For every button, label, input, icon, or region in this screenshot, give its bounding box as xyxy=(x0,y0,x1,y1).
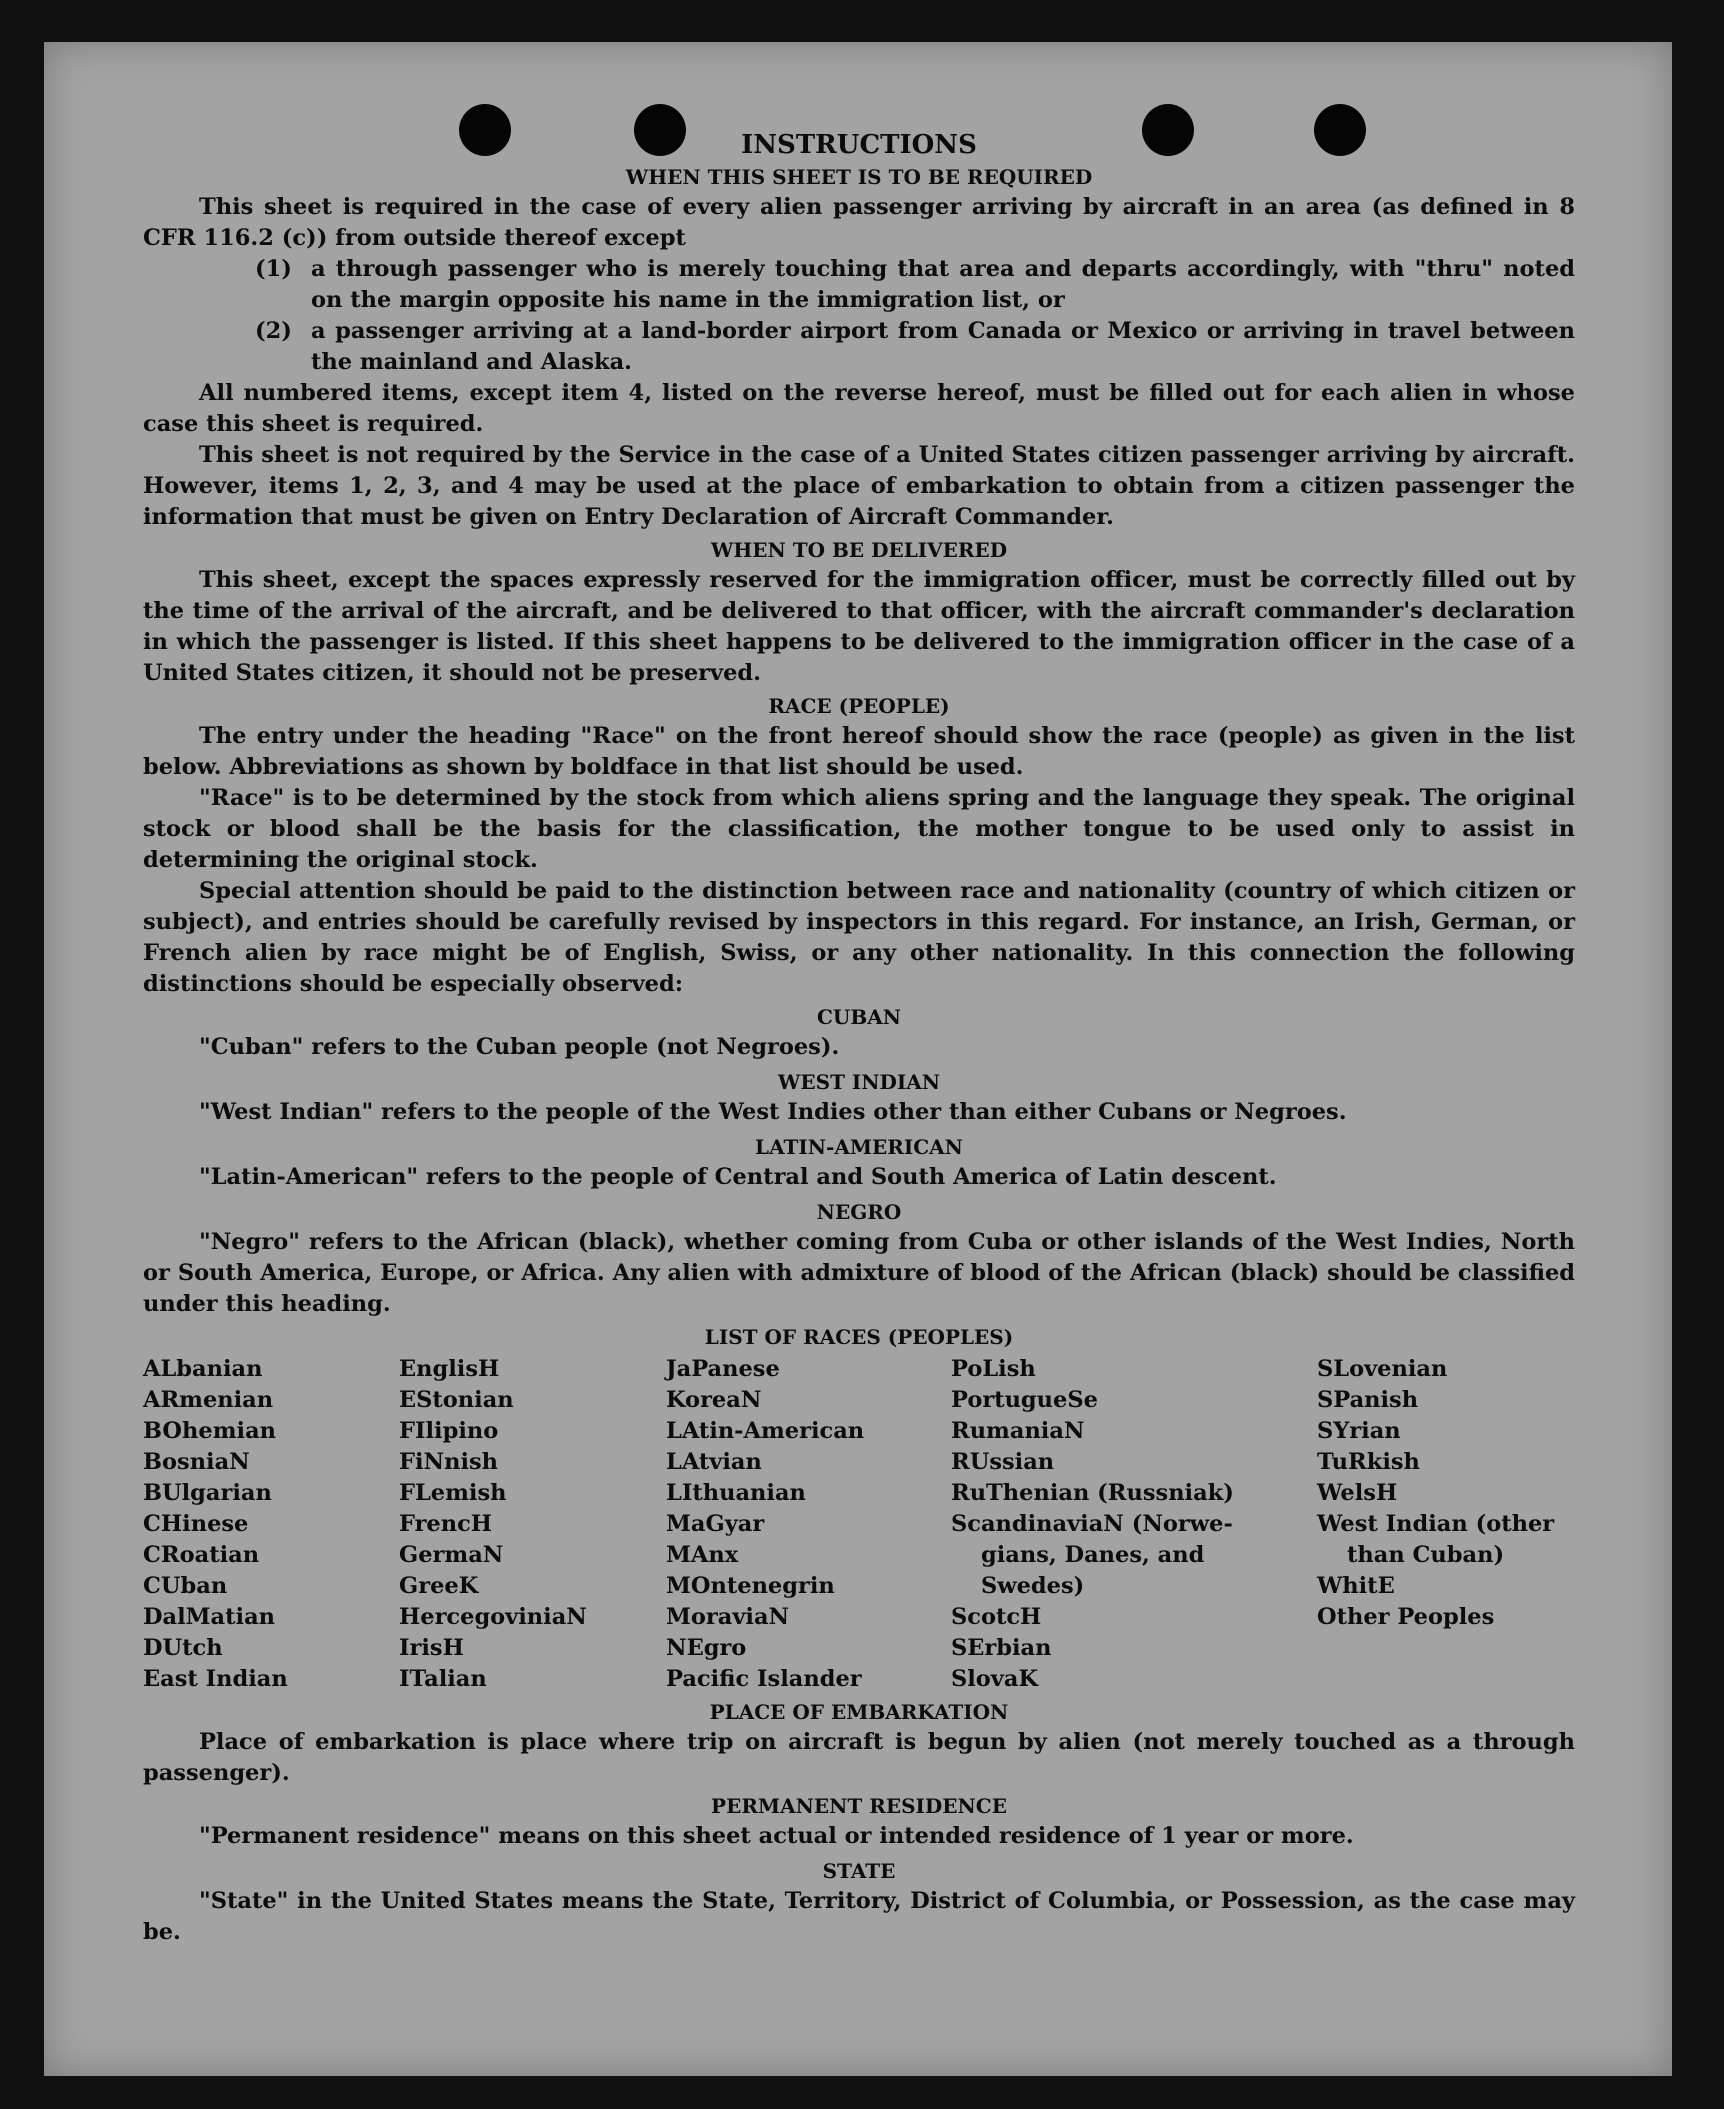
race-item: HercegoviniaN xyxy=(399,1604,587,1630)
race-column-3 xyxy=(666,1354,951,1695)
race-column-1 xyxy=(143,1354,399,1695)
race-item: ALbanian xyxy=(143,1356,263,1382)
race-item: SlovaK xyxy=(951,1666,1039,1692)
race-item: gians, Danes, and xyxy=(981,1542,1205,1568)
race-item: TuRkish xyxy=(1317,1449,1420,1475)
race-item: West Indian (other xyxy=(1317,1511,1555,1537)
item-number: (1) xyxy=(255,256,292,282)
race-item: MOntenegrin xyxy=(666,1573,835,1599)
race-item: Pacific Islander xyxy=(666,1666,862,1692)
race-item: East Indian xyxy=(143,1666,288,1692)
race-column-5 xyxy=(1317,1354,1575,1695)
race-item: FLemish xyxy=(399,1480,507,1506)
race-item: RUssian xyxy=(951,1449,1055,1475)
race-item: PoLish xyxy=(951,1356,1036,1382)
state-text: "State" in the United States means the State, Territory, District of Columbia, or Possession, as the case may be. xyxy=(143,1888,1575,1945)
cuban-text: "Cuban" refers to the Cuban people (not Negroes). xyxy=(199,1034,840,1060)
instructions-content xyxy=(143,128,1575,1948)
latin-american-text: "Latin-American" refers to the people of Central and South America of Latin descent. xyxy=(199,1164,1277,1190)
exception-item-2 xyxy=(255,316,1575,378)
heading-cuban: CUBAN xyxy=(816,1005,902,1029)
race-item: FiNnish xyxy=(399,1449,499,1475)
race-item: CHinese xyxy=(143,1511,249,1537)
race-item: LAtin-American xyxy=(666,1418,865,1444)
west-indian-text: "West Indian" refers to the people of the West Indies other than either Cubans or Negroes. xyxy=(199,1099,1347,1125)
heading-race: RACE (PEOPLE) xyxy=(768,694,950,718)
heading-state: STATE xyxy=(822,1859,896,1883)
race-item: BUlgarian xyxy=(143,1480,272,1506)
race-item: SPanish xyxy=(1317,1387,1419,1413)
heading-permanent-residence: PERMANENT RESIDENCE xyxy=(711,1794,1007,1818)
race-item: ITalian xyxy=(399,1666,487,1692)
race-column-2 xyxy=(399,1354,666,1695)
when-required-intro: This sheet is required in the case of every alien passenger arriving by aircraft in an area (as defined in 8 CFR 116.2 (c)) from outside thereof except xyxy=(143,194,1575,251)
race-item: WhitE xyxy=(1317,1573,1395,1599)
heading-list-of-races: LIST OF RACES (PEOPLES) xyxy=(704,1325,1014,1349)
race-item: CRoatian xyxy=(143,1542,260,1568)
race-item: KoreaN xyxy=(666,1387,762,1413)
race-item: MaGyar xyxy=(666,1511,765,1537)
negro-text: "Negro" refers to the African (black), whether coming from Cuba or other islands of the West Indies, North or South America, Europe, or Africa. Any alien with admixture of blood of the African (black) should be classified under this heading. xyxy=(143,1229,1575,1317)
race-item: WelsH xyxy=(1317,1480,1398,1506)
race-item: CUban xyxy=(143,1573,228,1599)
embarkation-text: Place of embarkation is place where trip on aircraft is begun by alien (not merely touched as a through passenger). xyxy=(143,1729,1575,1786)
citizen-paragraph: This sheet is not required by the Service in the case of a United States citizen passenger arriving by aircraft. However, items 1, 2, 3, and 4 may be used at the place of embarkation to obtain from a citizen passenger the information that must be given on Entry Declaration of Aircraft Commander. xyxy=(143,442,1575,530)
race-item: RuThenian (Russniak) xyxy=(951,1480,1234,1506)
race-item: NEgro xyxy=(666,1635,747,1661)
heading-embarkation: PLACE OF EMBARKATION xyxy=(709,1700,1009,1724)
heading-when-delivered: WHEN TO BE DELIVERED xyxy=(710,538,1008,562)
race-item: MoraviaN xyxy=(666,1604,790,1630)
heading-west-indian: WEST INDIAN xyxy=(777,1070,941,1094)
numbered-items-paragraph: All numbered items, except item 4, listed on the reverse hereof, must be filled out for each alien in whose case this sheet is required. xyxy=(143,380,1575,437)
item-text: a passenger arriving at a land-border airport from Canada or Mexico or arriving in travel between the mainland and Alaska. xyxy=(311,318,1575,375)
race-column-4 xyxy=(951,1354,1317,1695)
race-item: RumaniaN xyxy=(951,1418,1085,1444)
race-item: EStonian xyxy=(399,1387,514,1413)
race-item: SYrian xyxy=(1317,1418,1401,1444)
race-paragraph-1: The entry under the heading "Race" on the front hereof should show the race (people) as given in the list below. Abbreviations as shown by boldface in that list should be used. xyxy=(143,723,1575,780)
race-item: SErbian xyxy=(951,1635,1052,1661)
race-item: ScotcH xyxy=(951,1604,1042,1630)
race-item: LIthuanian xyxy=(666,1480,806,1506)
race-item: EnglisH xyxy=(399,1356,500,1382)
residence-text: "Permanent residence" means on this sheet actual or intended residence of 1 year or more. xyxy=(199,1823,1354,1849)
race-item: GreeK xyxy=(399,1573,479,1599)
when-delivered-text: This sheet, except the spaces expressly reserved for the immigration officer, must be correctly filled out by the time of the arrival of the aircraft, and be delivered to that officer, with the aircraft commander's declaration in which the passenger is listed. If this sheet happens to be delivered to the immigration officer in the case of a United States citizen, it should not be preserved. xyxy=(143,567,1575,686)
race-item: MAnx xyxy=(666,1542,739,1568)
item-number: (2) xyxy=(255,318,292,344)
race-item: DalMatian xyxy=(143,1604,276,1630)
exception-item-1 xyxy=(255,254,1575,316)
race-item: BosniaN xyxy=(143,1449,250,1475)
heading-latin-american: LATIN-AMERICAN xyxy=(755,1135,963,1159)
race-item: ARmenian xyxy=(143,1387,274,1413)
race-item: BOhemian xyxy=(143,1418,277,1444)
heading-when-required: WHEN THIS SHEET IS TO BE REQUIRED xyxy=(625,165,1093,189)
race-item: than Cuban) xyxy=(1347,1542,1505,1568)
race-item: FrencH xyxy=(399,1511,493,1537)
race-item: SLovenian xyxy=(1317,1356,1448,1382)
race-item: LAtvian xyxy=(666,1449,762,1475)
race-item: Swedes) xyxy=(981,1573,1085,1599)
page-title: INSTRUCTIONS xyxy=(741,130,977,160)
race-item: JaPanese xyxy=(666,1356,780,1382)
race-list xyxy=(143,1354,1575,1695)
heading-negro: NEGRO xyxy=(816,1200,902,1224)
race-item: IrisH xyxy=(399,1635,464,1661)
race-paragraph-3: Special attention should be paid to the distinction between race and nationality (country of which citizen or subject), and entries should be carefully revised by inspectors in this regard. For instance, an Irish, German, or French alien by race might be of English, Swiss, or any other nationality. In this connection the following distinctions should be especially observed: xyxy=(143,878,1575,997)
race-item: ScandinaviaN (Norwe- xyxy=(951,1511,1233,1537)
item-text: a through passenger who is merely touching that area and departs accordingly, with "thru" noted on the margin opposite his name in the immigration list, or xyxy=(311,256,1575,313)
race-item: GermaN xyxy=(399,1542,504,1568)
race-item: DUtch xyxy=(143,1635,223,1661)
race-paragraph-2: "Race" is to be determined by the stock from which aliens spring and the language they speak. The original stock or blood shall be the basis for the classification, the mother tongue to be used only to assist in determining the original stock. xyxy=(143,785,1575,873)
race-item: FIlipino xyxy=(399,1418,499,1444)
race-item: PortugueSe xyxy=(951,1387,1098,1413)
race-item: Other Peoples xyxy=(1317,1604,1495,1630)
